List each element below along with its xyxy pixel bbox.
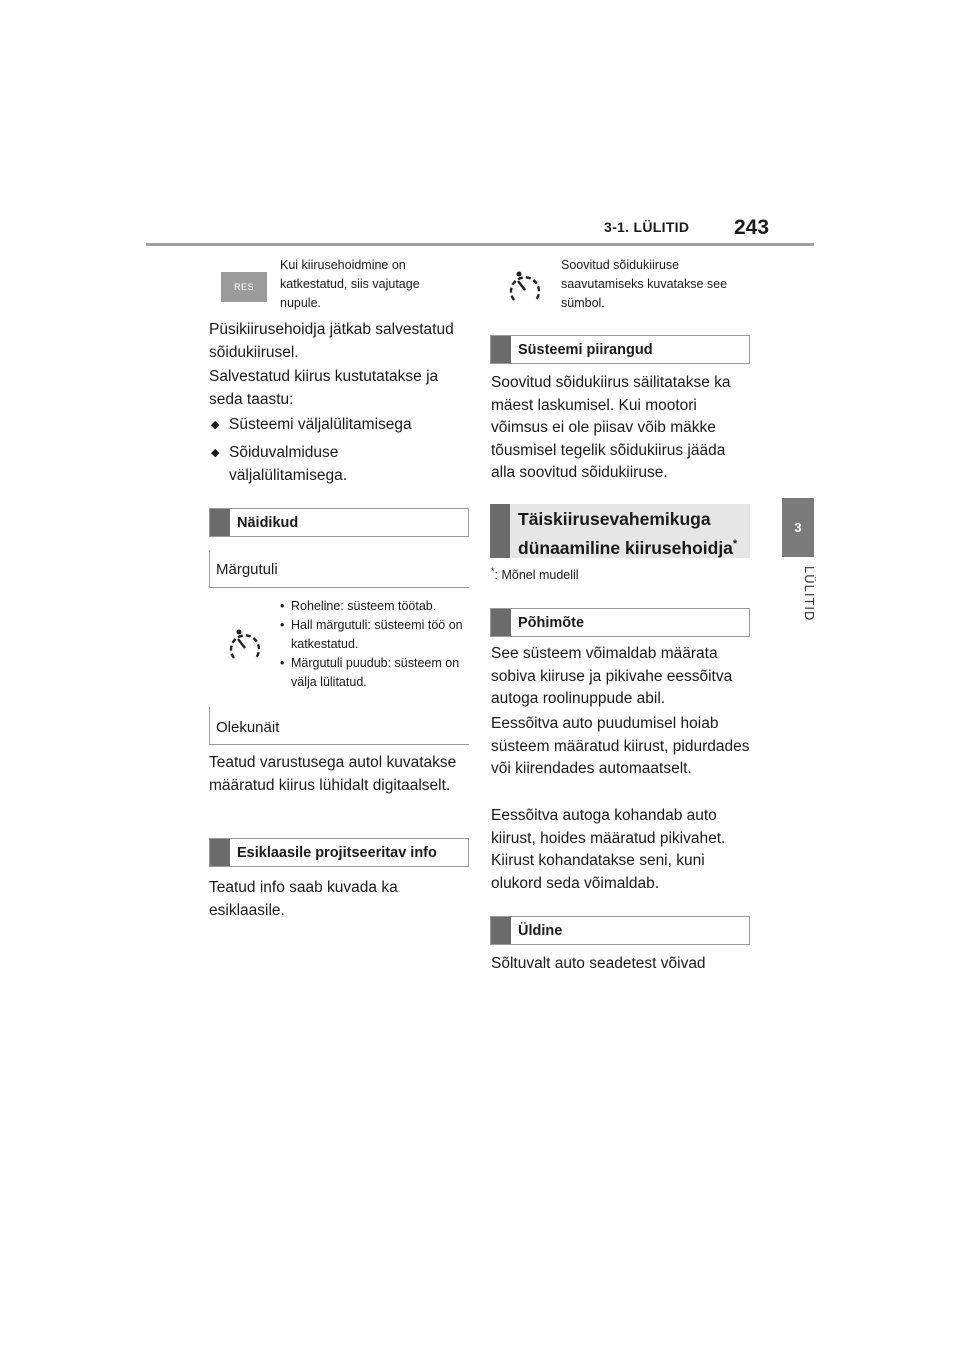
paragraph-principle: Eessõitva autoga kohandab auto kiirust, hoides määratud pikivahet. Kiirust kohandatakse seni, kuni olukord seda võimaldab. (491, 807, 726, 892)
speedometer-icon (226, 628, 264, 666)
paragraph-status: Teatud varustusega autol kuvatakse määratud kiirus lühidalt digitaalselt. (209, 754, 457, 794)
section-header-hud: Esiklaasile projitseeritav info (209, 838, 469, 867)
heading-line: Täiskiirusevahemikuga (518, 509, 711, 529)
section-header-general: Üldine (490, 916, 750, 945)
chapter-label: LÜLITID (802, 566, 817, 622)
list-item: • Roheline: süsteem töötab. (280, 597, 470, 616)
heading-line: dünaamiline kiirusehoidja (518, 537, 733, 558)
section-header-indicators: Näidikud (209, 508, 469, 537)
chapter-heading (490, 504, 750, 558)
section-header-limits: Süsteemi piirangud (490, 335, 750, 364)
speedometer-icon (506, 270, 544, 308)
paragraph-principle: See süsteem võimaldab määrata sobiva kiiruse ja pikivahe eessõitva autoga roolinuppude abil. (491, 645, 733, 707)
paragraph-resume: Püsikiirusehoidja jätkab salvestatud sõidukiirusel. (209, 321, 454, 361)
header-rule (146, 243, 814, 246)
bullet-item: ◆ Süsteemi väljalülitamisega (229, 414, 469, 437)
res-button-icon: RES (221, 272, 267, 302)
lamp-status-list (280, 597, 470, 692)
page-number: 243 (734, 216, 770, 239)
footnote-marker: * (732, 538, 738, 550)
subsection-status: Olekunäit (209, 707, 469, 745)
subsection-lamp: Märgutuli (209, 550, 469, 588)
list-item: • Hall märgutuli: süsteemi töö on katkestatud. (280, 616, 470, 654)
paragraph-limits: Soovitud sõidukiirus säilitatakse ka mäest laskumisel. Kui mootori võimsus ei ole piisav võib mäkke tõusmisel tegelik sõidukiirus jääda alla soovitud sõidukiiruse. (491, 374, 731, 481)
symbol-description: Soovitud sõidukiiruse saavutamiseks kuvatakse see sümbol. (561, 258, 728, 310)
list-item: • Märgutuli puudub: süsteem on välja lülitatud. (280, 654, 470, 692)
bullet-item: ◆ Sõiduvalmiduse väljalülitamisega. (229, 442, 429, 487)
paragraph-cleared: Salvestatud kiirus kustutatakse ja seda taastu: (209, 368, 439, 408)
paragraph-general: Sõltuvalt auto seadetest võivad (491, 955, 706, 972)
section-title: 3-1. LÜLITID (604, 219, 690, 235)
res-description: Kui kiirusehoidmine on katkestatud, siis vajutage nupule. (280, 258, 420, 310)
footnote: *: Mõnel mudelil (491, 566, 579, 583)
paragraph-principle: Eessõitva auto puudumisel hoiab süsteem määratud kiirust, pidurdades või kiirendades automaatselt. (491, 715, 750, 777)
section-header-principle: Põhimõte (490, 608, 750, 637)
chapter-tab: 3 (782, 498, 814, 557)
paragraph-hud: Teatud info saab kuvada ka esiklaasile. (209, 879, 398, 919)
